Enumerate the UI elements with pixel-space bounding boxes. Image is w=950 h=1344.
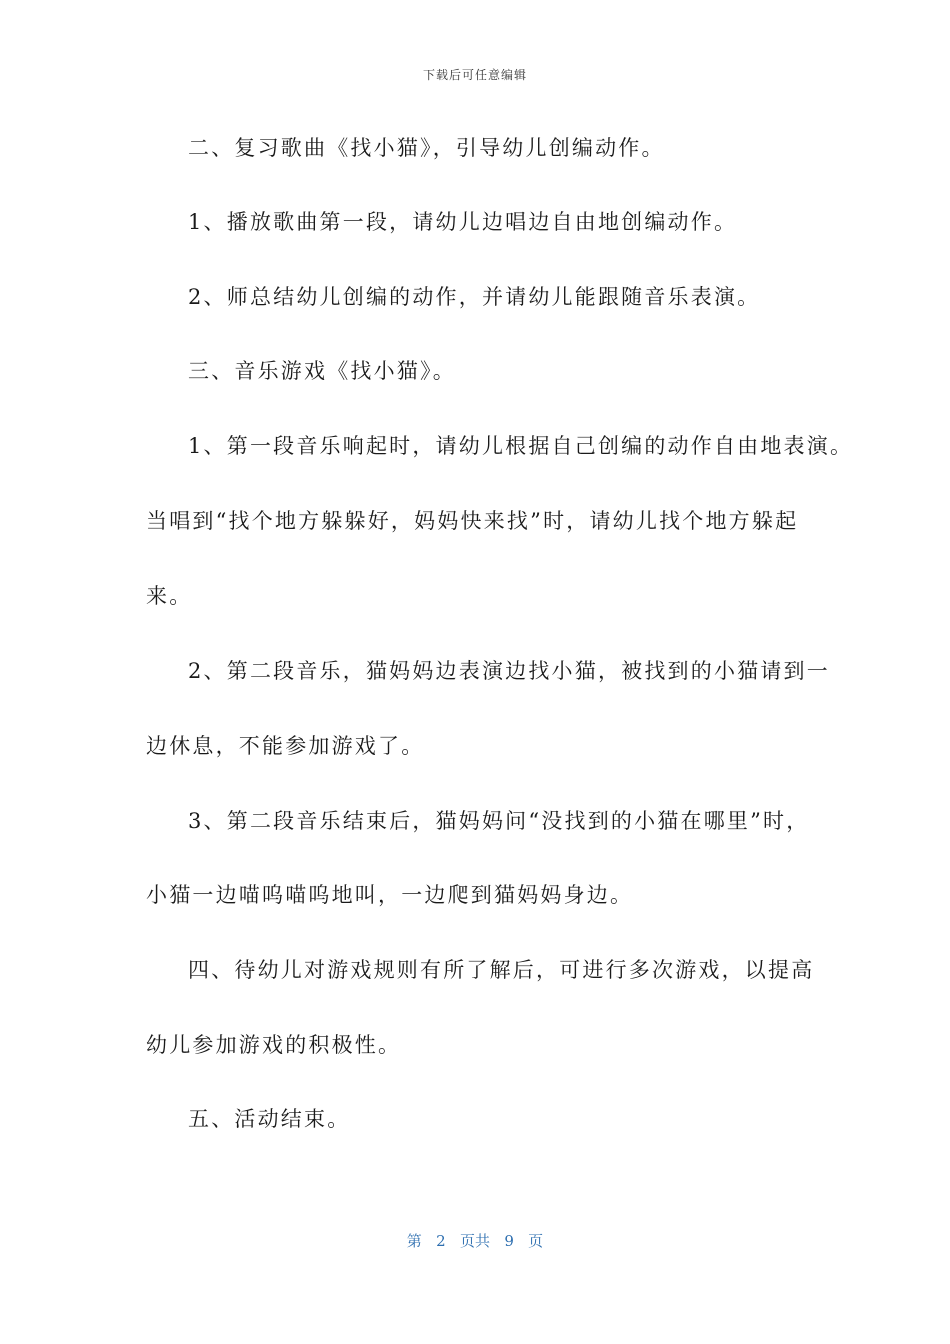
text-line: 三、音乐游戏《找小猫》。 [188,359,456,383]
page-footer [0,1230,950,1251]
text-line: 来。 [146,584,193,608]
text-line: 二、复习歌曲《找小猫》，引导幼儿创编动作。 [188,136,665,160]
text-line: 小猫一边喵呜喵呜地叫，一边爬到猫妈妈身边。 [146,883,634,907]
text-line: 边休息，不能参加游戏了。 [146,734,425,758]
text-line: 1、播放歌曲第一段，请幼儿边唱边自由地创编动作。 [188,210,738,234]
text-line: 五、活动结束。 [188,1107,351,1131]
text-line: 2、第二段音乐，猫妈妈边表演边找小猫，被找到的小猫请到一 [188,659,830,683]
text-line: 四、待幼儿对游戏规则有所了解后，可进行多次游戏，以提高 [188,958,815,982]
text-line: 幼儿参加游戏的积极性。 [146,1033,402,1057]
text-line: 2、师总结幼儿创编的动作，并请幼儿能跟随音乐表演。 [188,285,761,309]
text-line: 当唱到“找个地方躲躲好，妈妈快来找”时，请幼儿找个地方躲起 [146,509,799,533]
footer-prefix: 第 [406,1232,422,1250]
page-header: 下载后可任意编辑 [422,68,527,82]
current-page-number: 2 [436,1232,446,1250]
footer-suffix: 页 [528,1232,544,1250]
total-pages-number: 9 [504,1232,514,1250]
text-line: 3、第二段音乐结束后，猫妈妈问“没找到的小猫在哪里”时， [188,809,810,833]
text-line: 1、第一段音乐响起时，请幼儿根据自己创编的动作自由地表演。 [188,434,854,458]
footer-mid: 页共 [459,1232,490,1250]
